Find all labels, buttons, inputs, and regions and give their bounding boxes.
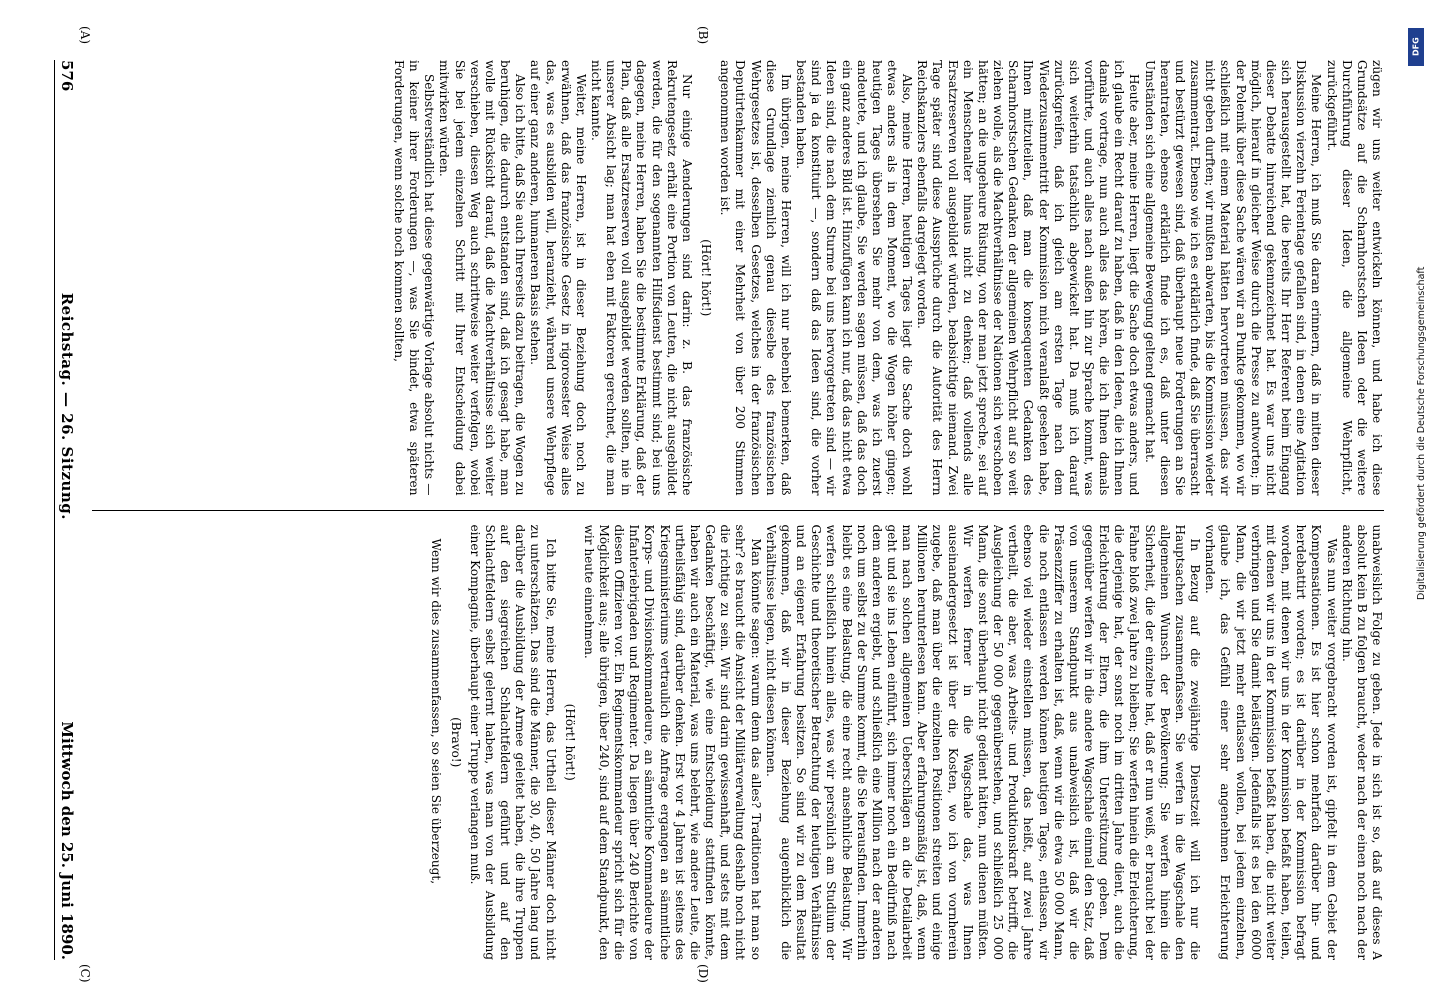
paragraph: Man könnte sagen: warum denn das alles? Traditionen hat man so sehr? es braucht die Ansicht der Militärverwaltung deshalb noch nicht die richtige zu sein. Wir sind darin gewissenhaft, und stets mit dem Gedanken beschäftigt, wie eine Entscheidung stattfinden könnte, haben wir auch ein Material, was uns belehrt, wie andere Leute, die urtheilsfähig sind, darüber denken. Erst vor 4 Jahren ist seitens des Kriegsministeriums vertraulich die Anfrage ergangen an sämmtliche Korps- und Divisionskommandeure, an sämmtliche Kommandeure der Infanteriebrigaden und Regimenter. Da liegen über 240 Berichte von diesen Offizieren vor. Ein Regimentskommandeur spricht sich für die Möglichkeit aus; alle übrigen, über 240, sind auf dem Standpunkt, den wir heute einnehmen. (581, 524, 763, 960)
page-number: 576 (58, 60, 76, 92)
right-column (92, 525, 1384, 961)
paragraph: Wenn wir dies zusammenfassen, so seien Sie überzeugt, (429, 538, 444, 885)
paragraph: Meine Herren, ich muß Sie daran erinnern, daß in mitten dieser Diskussion vierzehn Ferientage gefallen sind, in denen eine Agitation sich herausgestellt hat, die bereits Ihr Herr Referent beim Eingang dieser Debatte hinreichend gekennzeichnet hat. Es war uns nicht möglich, hierauf in gleicher Weise durch die Presse zu antworten; in der Polemik über diese Sache wären wir an Punkte gekommen, wo wir schließlich mit einem Material hätten hervortreten müssen, das wir nicht geben durften; wir mußten abwarten, bis die Kommission wieder zusammentrat. Ebenso wie ich es erklärlich finde, daß Sie überrascht und bestürzt gewesen sind, daß überhaupt neue Forderungen an Sie herantraten, ebenso erklärlich finde ich es, daß unter diesen Umständen sich eine allgemeine Bewegung geltend gemacht hat. (1142, 60, 1324, 496)
session-date: Mittwoch den 25. Juni 1890. (58, 721, 76, 960)
paragraph: Ich bitte Sie, meine Herren, das Urtheil dieser Männer doch nicht zu unterschätzen. Das sind die Männer, die 30, 40, 50 Jahre lang und darüber die Ausbildung der Armee geleitet haben, die ihre Truppen auf den siegreichen Schlachtfeldern geführt und auf den Schlachtfeldern selbst gelernt haben, was man von der Ausbildung einer Kompagnie, überhaupt einer Truppe verlangen muß. (467, 524, 558, 960)
dfg-caption: Digitalisierung gefördert durch die Deutsche Forschungsgemeinschaft (1416, 266, 1427, 600)
paragraph: (Hört! hört!) (699, 239, 714, 317)
paragraph: (Bravo!) (448, 717, 463, 768)
paragraph: Im übrigen, meine Herren, will ich nur nebenbei bemerken, daß diese Grundlage ziemlich genau dieselbe des französischen Wehrgesetzes ist, desselben Gesetzes, welches in der französischen Deputirtenkammer mit einer Mehrheit von über 200 Stimmen angenommen worden ist. (718, 60, 793, 496)
margin-marker-c: (C) (78, 964, 92, 983)
dfg-logo-icon: DFG (1408, 28, 1424, 66)
paragraph: Weiter, meine Herren, ist in dieser Beziehung doch noch zu erwähnen, daß das französische Gesetz in rigorosester Weise alles das, was es ausbilden will, heranzieht, während unsere Wehrpflege auf einer ganz anderen, humaneren Basis stehen. (528, 60, 588, 496)
left-column (92, 60, 1384, 496)
paragraph: Heute aber, meine Herren, liegt die Sache doch etwas anders, und ich glaube ein Recht darauf zu haben, daß in den Ideen, die ich Ihnen damals vortrage, nun auch alles das hören, die ich Ihnen damals vorführte, und auch alles nach außen hin zur Sprache kommt, was sich weiterhin tatsächlich abgewickelt hat. Da muß ich darauf zurückgreifen, daß ich gleich am ersten Tage nach dem Wiederzusammentritt der Kommission mich veranlaßt gesehen habe, Ihnen mitzuteilen, daß man die konsequenten Gedanken des Scharnhorstschen Gedanken der allgemeinen Wehrpflicht auf so weit ziehen wolle, als die Machtverhältnisse der Nationen sich verschoben hätten; an die ungeheure Rüstung, von der man jetzt spreche, sei auf ein Menschenalter hinaus nicht zu denken; daß vollends alle Ersatzreserven voll ausgebildet würden, beabsichtige niemand. Zwei Tage später sind diese Aussprüche durch die Autorität des Herrn Reichskanzlers ebenfalls dargelegt worden. (915, 60, 1142, 496)
paragraph: Also, meine Herren, heutigen Tages liegt die Sache doch wohl etwas anders als in dem Moment, wo die Wogen höher gingen; heutigen Tages übersehen Sie mehr von dem, was ich zuerst andeutete, und ich glaube, Sie werden sagen müssen, daß das doch ein ganz anderes Bild ist. Hinzufügen kann ich nur, daß das nicht etwa Ideen sind, die nach dem Sturme bei uns hervorgetreten sind — wir sind ja da konstituirt —, sondern daß das Ideen sind, die vorher bestanden haben. (794, 60, 915, 496)
paragraph: Nur einige Aenderungen sind darin: z. B. das französische Rekrutengesetz erhält eine Portion von Leuten, die nicht ausgebildet werden, die für den sogenannten Hilfsdienst bestimmt sind; bei uns dagegen, meine Herren, haben Sie die bestimmte Erklärung, daß der Plan, daß alle Ersatzreserven voll ausgebildet werden sollten, nie in unserer Absicht lag; man hat eben mit Faktoren gerechnet, die man nicht kannte. (589, 60, 694, 496)
paragraph: Also ich bitte, daß Sie auch Ihrerseits dazu beitragen, die Wogen zu beruhigen, die dadurch entstanden sind, daß ich gesagt habe, man wolle mit Rücksicht darauf, daß die Machtverhältnisse sich weiter verschieben, diesen Weg auch schrittweise weiter verfolgen, wobei Sie bei jedem einzelnen Schritt mit Ihrer Entscheidung dabei mitwirken würden. (437, 60, 528, 496)
session-title: Reichstag. — 26. Sitzung. (58, 292, 76, 520)
paragraph: In Bezug auf die zweijährige Dienstzeit will ich nur die Hauptsachen zusammenfassen. Sie werfen in die Wagschale den allgemeinen Wunsch der Bevölkerung; Sie werfen hinein die Sicherheit, die der einzelne hat, daß er nun weiß, er braucht bei der Fahne bloß zwei Jahre zu bleiben; Sie werfen hinein die Erleichterung, die derjenige hat, der sonst noch im dritten Jahre dient, auch die Erleichterung der Eltern, die ihm Unterstützung geben. Dem gegenüber werfen wir in die andere Wagschale einmal den Satz, daß von unserem Standpunkt aus unabweislich ist, daß wir die Präsenzziffer zu erhalten ist, daß, wenn wir die etwa 50 000 Mann, die noch entlassen werden können heutigen Tages, entlassen, wir ebenso viel wieder einstellen müssen, das heißt, auf zwei Jahre vertheilt, die aber, was Arbeits- und Produktionskraft betrifft, die Ausgleichung der 50 000 gegenüberstehen, und schließlich 25 000 Mann, die sonst überhaupt nicht gedient hätten, nun dienen müßten. Wir werfen ferner in die Wagschale das, was Ihnen auseinandergesetzt ist über die Kosten, wo ich von vornherein zugebe, daß man über die einzelnen Positionen streiten und einige Millionen herunterlesen kann. Aber erfahrungsmäßig ist, daß, wenn man nach solchen allgemeinen Ueberschlägen an die Detailarbeit geht und sie ins Leben einführt, sich immer noch ein Bedürfniß nach dem anderen ergiebt, und schließlich eine Million nach der anderen noch um selbst zu der Summe kommt, die Sie herausfinden. Immerhin bleibt es eine Belastung, die eine recht ansehnliche Belastung. Wir werfen schließlich hinein alles, was wir persönlich am Studium der Geschichte und theoretischer Betrachtung der heutigen Verhältnisse und an eigener Erfahrung besitzen. So sind wir zu dem Resultat gekommen, daß wir in dieser Beziehung augenblicklich die Verhältnisse liegen, nicht diesen können. (763, 524, 1203, 960)
margin-marker-b: (B) (696, 26, 710, 45)
margin-marker-a: (A) (78, 26, 92, 45)
paragraph: unabweislich Folge zu geben. Jede in sich ist so, daß auf dieses A absolut kein B zu folgen braucht, weder nach der einen noch nach der anderen Richtung hin. (1339, 524, 1384, 960)
column-rule (92, 510, 1384, 511)
paragraph: Was nun weiter vorgebracht worden ist, gipfelt in dem Gebiet der Kompensationen. Es ist hier schon mehrfach darüber hin- und herdebattirt worden; es ist darüber in der Kommission befragt worden, mit denen wir uns in der Kommission befaßt haben, teilen, mit denen wir uns in der Kommission befaßt haben, die nicht weiter verbringen und Sie damit belästigen. Jedenfalls ist es bei den 6000 Mann, die wir jetzt mehr entlassen wollen, bei jedem einzelnen, glaube ich, das Gefühl einer sehr angenehmen Erleichterung vorhanden. (1203, 524, 1339, 960)
text-columns (92, 60, 1384, 960)
paragraph: Selbstverständlich hat diese gegenwärtige Vorlage absolut nichts — in keiner ihrer Forderungen —, was Sie bindet, etwa späteren Forderungen, wenn solche noch kommen sollten, (392, 60, 437, 496)
page-header (54, 60, 82, 960)
paragraph: zügen wir uns weiter entwickeln können, und habe ich diese Grundsätze auf die Scharnhorstschen Ideen oder die weitere Durchführung dieser Ideen, die allgemeine Wehrpflicht, zurückgeführt. (1324, 60, 1384, 496)
paragraph: (Hört! hört!) (562, 703, 577, 781)
margin-marker-d: (D) (696, 964, 710, 983)
